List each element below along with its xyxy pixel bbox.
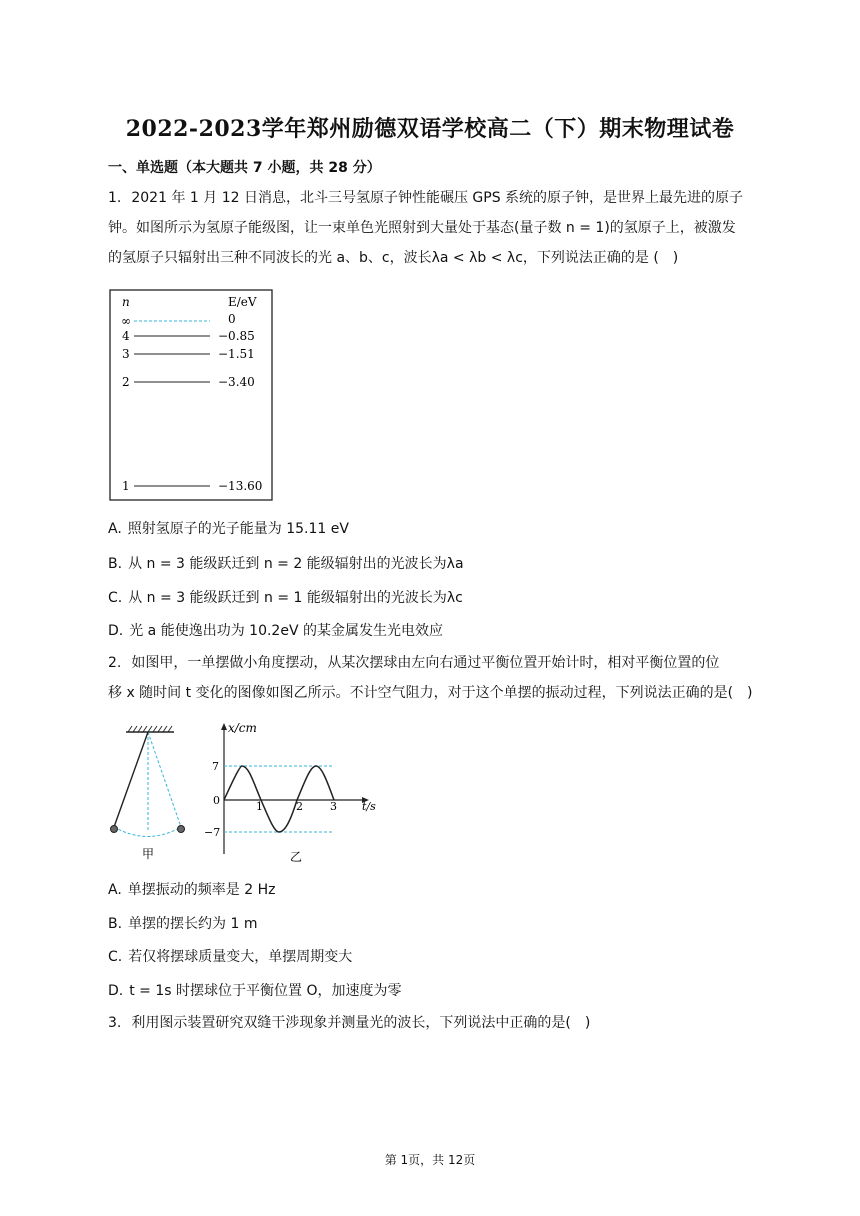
level-2-energy: −3.40 [218,375,255,389]
pendulum-string [114,732,148,827]
question-1-line-3: 的氢原子只辐射出三种不同波长的光 a、b、c，波长λa < λb < λc，下列说法正确的是 ( ) [108,250,679,266]
level-2-n: 2 [122,375,130,389]
x-tick-2: 2 [296,800,303,813]
figure-label-jia: 甲 [142,847,155,861]
pendulum-figure [104,720,194,870]
q2-option-d[interactable]: D. t = 1s 时摆球位于平衡位置 O，加速度为零 [108,983,402,999]
ceiling-hatching [128,726,172,732]
question-1-line-1: 1. 2021 年 1 月 12 日消息，北斗三号氢原子钟性能碾压 GPS 系统的原子钟，是世界上最先进的原子 [108,190,744,206]
y-tick-7: 7 [212,760,219,773]
question-1 [108,183,784,273]
level-inf-n: ∞ [121,314,131,328]
level-1-energy: −13.60 [218,479,263,493]
page-title: 2022-2023学年郑州励德双语学校高二（下）期末物理试卷 [125,116,735,142]
figure-label-yi: 乙 [290,850,303,864]
level-4-energy: −0.85 [218,329,255,343]
q1-option-a[interactable]: A. 照射氢原子的光子能量为 15.11 eV [108,521,349,537]
y-axis-label: x/cm [228,721,257,735]
q1-option-c[interactable]: C. 从 n = 3 能级跃迁到 n = 1 能级辐射出的光波长为λc [108,590,463,606]
y-tick-neg7: −7 [204,826,221,839]
origin-label: 0 [213,794,220,807]
question-3-line-1: 3. 利用图示装置研究双缝干涉现象并测量光的波长，下列说法中正确的是( ) [108,1015,591,1031]
pendulum-bob-extreme [178,826,185,833]
right-extreme-line [148,732,181,827]
q2-option-a[interactable]: A. 单摆振动的频率是 2 Hz [108,882,276,898]
axis-label-n: n [122,295,130,309]
level-4-n: 4 [122,329,130,343]
level-3-n: 3 [122,347,130,361]
level-inf-energy: 0 [228,312,236,326]
level-1-n: 1 [122,479,130,493]
displacement-time-graph [204,718,384,868]
question-3-number: 3. [108,1015,122,1031]
question-2-line-2: 移 x 随时间 t 变化的图像如图乙所示。不计空气阻力，对于这个单摆的振动过程，下列说法正确的是( ) [108,685,753,701]
question-2-number: 2. [108,655,122,671]
q1-option-b[interactable]: B. 从 n = 3 能级跃迁到 n = 2 能级辐射出的光波长为λa [108,556,464,572]
page-footer: 第 1页，共 12页 [384,1153,476,1167]
q1-option-d[interactable]: D. 光 a 能使逸出功为 10.2eV 的某金属发生光电效应 [108,623,443,639]
q2-option-c[interactable]: C. 若仅将摆球质量变大，单摆周期变大 [108,949,353,965]
level-3-energy: −1.51 [218,347,255,361]
x-tick-3: 3 [330,800,337,813]
question-3 [108,1008,784,1038]
x-tick-1: 1 [256,800,263,813]
question-2 [108,648,784,708]
question-1-line-2: 钟。如图所示为氢原子能级图，让一束单色光照射到大量处于基态(量子数 n = 1)的氢原子上，被激发 [108,220,736,236]
q2-option-b[interactable]: B. 单摆的摆长约为 1 m [108,916,258,932]
axis-label-energy: E/eV [228,295,257,309]
pendulum-bob [111,826,118,833]
question-1-number: 1. [108,190,122,206]
energy-level-diagram [108,288,278,504]
displacement-curve [224,766,334,832]
x-axis-label: t/s [362,800,376,813]
section-heading-single-choice: 一、单选题（本大题共 7 小题，共 28 分） [108,160,381,176]
y-axis-arrow [221,723,227,730]
question-2-line-1: 2. 如图甲，一单摆做小角度摆动，从某次摆球由左向右通过平衡位置开始计时，相对平衡位置的位 [108,655,720,671]
